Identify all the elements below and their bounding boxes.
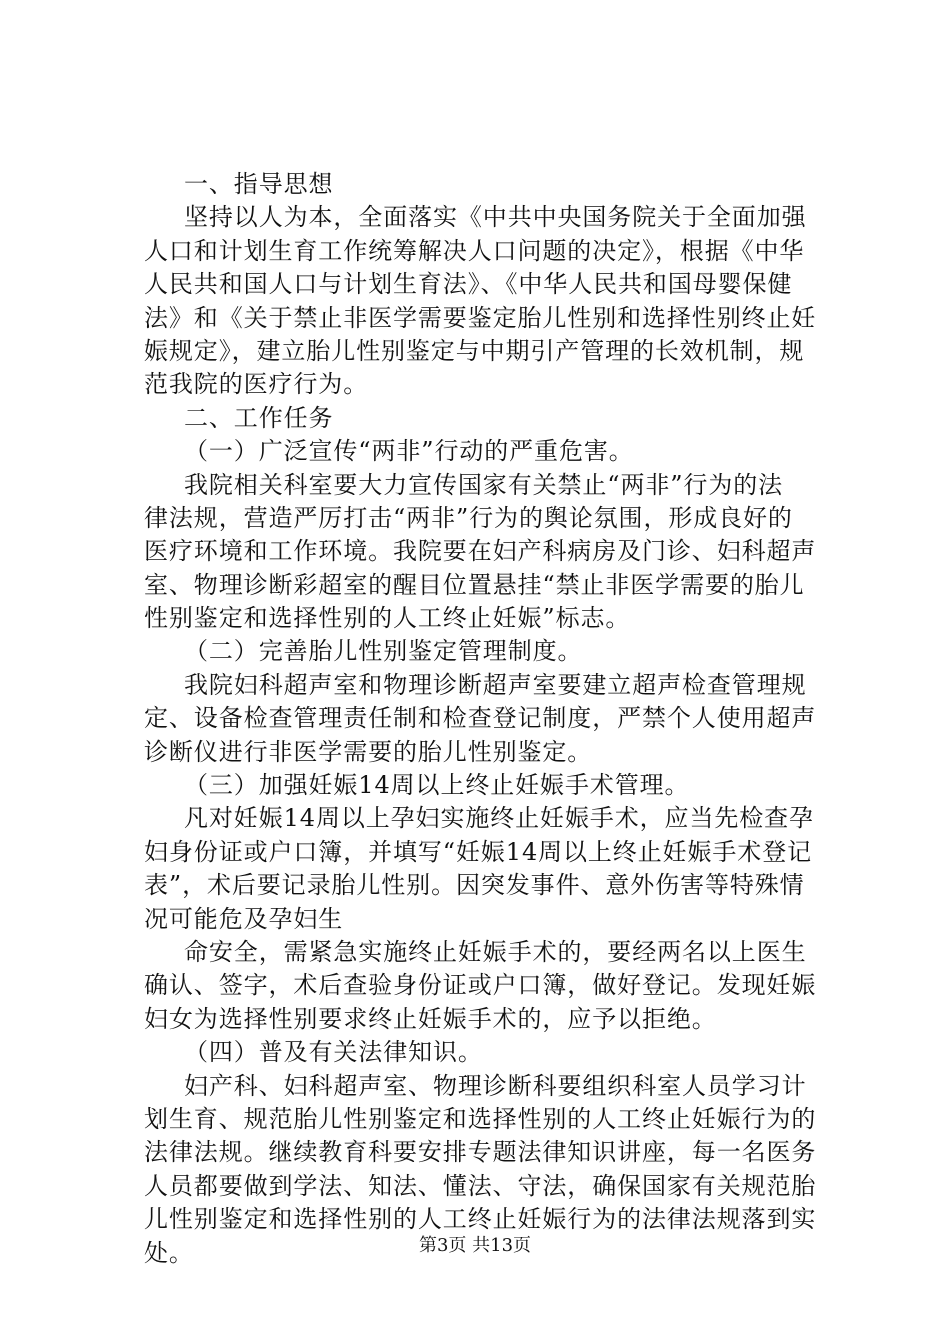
paragraph-line: 命安全，需紧急实施终止妊娠手术的，要经两名以上医生 — [184, 937, 807, 966]
paragraph-line: 况可能危及孕妇生 — [144, 904, 344, 933]
paragraph-line: 人员都要做到学法、知法、懂法、守法，确保国家有关规范胎 — [144, 1171, 817, 1200]
paragraph-line: 坚持以人为本，全面落实《中共中央国务院关于全面加强 — [184, 203, 807, 232]
paragraph-line: 我院相关科室要大力宣传国家有关禁止“两非”行为的法 — [184, 470, 784, 499]
subsection-heading: （四）普及有关法律知识。 — [184, 1038, 483, 1067]
paragraph-line: 室、物理诊断彩超室的醒目位置悬挂“禁止非医学需要的胎儿 — [144, 570, 805, 599]
paragraph-line: 人民共和国人口与计划生育法》、《中华人民共和国母婴保健 — [144, 270, 793, 299]
paragraph-line: 法》和《关于禁止非医学需要鉴定胎儿性别和选择性别终止妊 — [144, 303, 817, 332]
subsection-heading: （二）完善胎儿性别鉴定管理制度。 — [184, 637, 583, 666]
paragraph-line: 人口和计划生育工作统筹解决人口问题的决定》，根据《中华 — [144, 236, 805, 265]
paragraph-line: 诊断仪进行非医学需要的胎儿性别鉴定。 — [144, 737, 593, 766]
paragraph-line: 表”，术后要记录胎儿性别。因突发事件、意外伤害等特殊情 — [144, 871, 805, 900]
paragraph-line: 我院妇科超声室和物理诊断超声室要建立超声检查管理规 — [184, 670, 807, 699]
paragraph-line: 妇身份证或户口簿，并填写“妊娠14周以上终止妊娠手术登记 — [144, 837, 813, 866]
section-heading: 一、指导思想 — [184, 170, 334, 198]
paragraph-line: 医疗环境和工作环境。我院要在妇产科病房及门诊、妇科超声 — [144, 537, 817, 566]
paragraph-line: 确认、签字，术后查验身份证或户口簿，做好登记。发现妊娠 — [144, 971, 817, 1000]
paragraph-line: 法律法规。继续教育科要安排专题法律知识讲座，每一名医务 — [144, 1138, 817, 1167]
paragraph-line: 儿性别鉴定和选择性别的人工终止妊娠行为的法律法规落到实 — [144, 1205, 817, 1234]
paragraph-line: 处。 — [144, 1238, 194, 1267]
paragraph-line: 妇产科、妇科超声室、物理诊断科要组织科室人员学习计 — [184, 1071, 807, 1100]
paragraph-line: 划生育、规范胎儿性别鉴定和选择性别的人工终止妊娠行为的 — [144, 1104, 817, 1133]
paragraph-line: 范我院的医疗行为。 — [144, 370, 369, 399]
page-number-footer: 第3页 共13页 — [418, 1235, 532, 1256]
subsection-heading: （一）广泛宣传“两非”行动的严重危害。 — [184, 437, 634, 466]
paragraph-line: 定、设备检查管理责任制和检查登记制度，严禁个人使用超声 — [144, 704, 817, 733]
subsection-heading: （三）加强妊娠14周以上终止妊娠手术管理。 — [184, 771, 690, 800]
section-heading: 二、工作任务 — [184, 403, 334, 432]
paragraph-line: 性别鉴定和选择性别的人工终止妊娠”标志。 — [144, 604, 631, 633]
document-body — [144, 168, 817, 1270]
paragraph-line: 律法规，营造严厉打击“两非”行为的舆论氛围，形成良好的 — [144, 503, 793, 532]
paragraph-line: 娠规定》，建立胎儿性别鉴定与中期引产管理的长效机制，规 — [144, 336, 805, 365]
paragraph-line: 凡对妊娠14周以上孕妇实施终止妊娠手术，应当先检查孕 — [184, 804, 814, 833]
paragraph-line: 妇女为选择性别要求终止妊娠手术的，应予以拒绝。 — [144, 1004, 717, 1033]
